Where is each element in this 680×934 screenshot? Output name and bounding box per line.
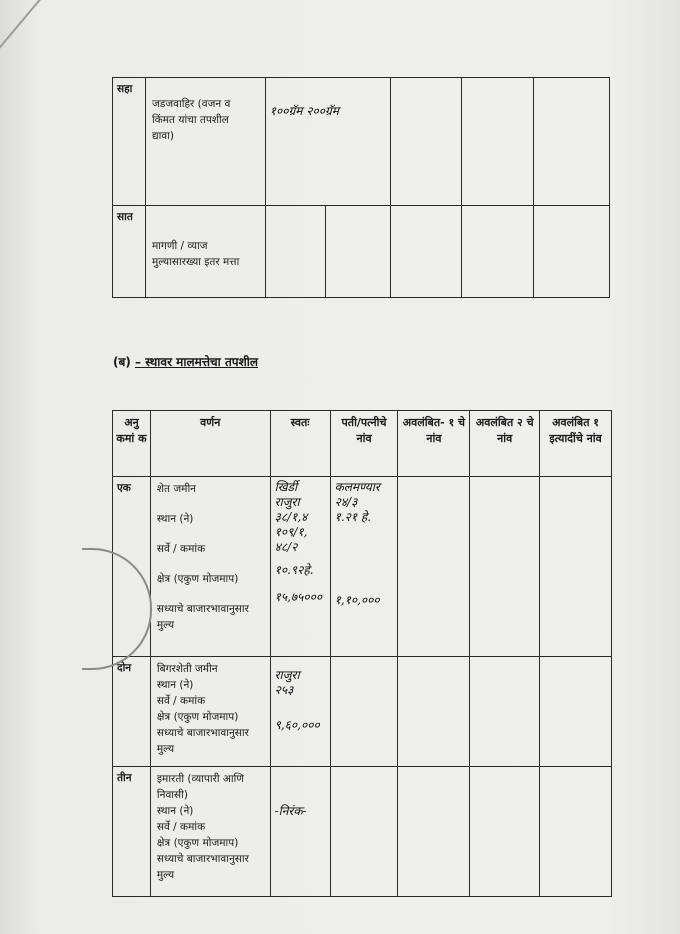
col-self: स्वतः xyxy=(270,411,330,477)
self-land-details: खिर्डी राजुरा ३८/१,४ १०९/१, ४८/२ १०.९२हे. १५,७५००० xyxy=(270,477,330,657)
row-description: शेत जमीन स्थान (ने) सर्वे / कमांक क्षेत्र (एकुण मोजमाप) सध्याचे बाजारभावानुसार मुल्य xyxy=(150,477,270,657)
row-number: सात xyxy=(113,206,146,298)
col-dependent-1: अवलंबित- १ चे नांव xyxy=(398,411,470,477)
self-building-details: -निरंक- xyxy=(270,767,330,897)
col-dependent-2: अवलंबित २ चे नांव xyxy=(470,411,540,477)
row-description: मागणी / व्याज मुल्यासारख्या इतर मत्ता xyxy=(145,206,265,298)
row-number: एक xyxy=(113,477,151,657)
spouse-land-details: कलमण्यार २४/३ १.२१ हे. १,१०,००० xyxy=(330,477,398,657)
section-heading: (ब) – स्थावर मालमत्तेचा तपशील xyxy=(113,355,259,369)
jewellery-weights: १००ग्रॅम २००ग्रॅम xyxy=(265,78,390,206)
table-header-row xyxy=(113,411,612,477)
col-dependent-etc: अवलंबित १ इत्यादींचे नांव xyxy=(540,411,612,477)
row-description: जडजवाहिर (वजन व किंमत यांचा तपशील द्यावा) xyxy=(145,78,265,206)
table-row xyxy=(113,477,612,657)
table-row xyxy=(113,657,612,767)
table-row xyxy=(113,206,610,298)
col-description: वर्णन xyxy=(150,411,270,477)
row-description: इमारती (व्यापारी आणि निवासी) स्थान (ने) सर्वे / कमांक क्षेत्र (एकुण मोजमाप) सध्याचे बाजारभावानुसार मुल्य xyxy=(150,767,270,897)
row-number: दोन xyxy=(113,657,151,767)
table-row xyxy=(113,767,612,897)
row-number: सहा xyxy=(113,78,146,206)
row-number: तीन xyxy=(113,767,151,897)
col-spouse: पती/पत्नीचे नांव xyxy=(330,411,398,477)
immovable-assets-table xyxy=(112,410,612,897)
table-row xyxy=(113,78,610,206)
movable-assets-table-continued xyxy=(112,77,610,298)
col-serial: अनु कमां क xyxy=(113,411,151,477)
row-description: बिगरशेती जमीन स्थान (ने) सर्वे / कमांक क्षेत्र (एकुण मोजमाप) सध्याचे बाजारभावानुसार मुल्य xyxy=(150,657,270,767)
paper-fold-line xyxy=(0,0,71,72)
self-nonagri-land-details: राजुरा २५३ ९,६०,००० xyxy=(270,657,330,767)
